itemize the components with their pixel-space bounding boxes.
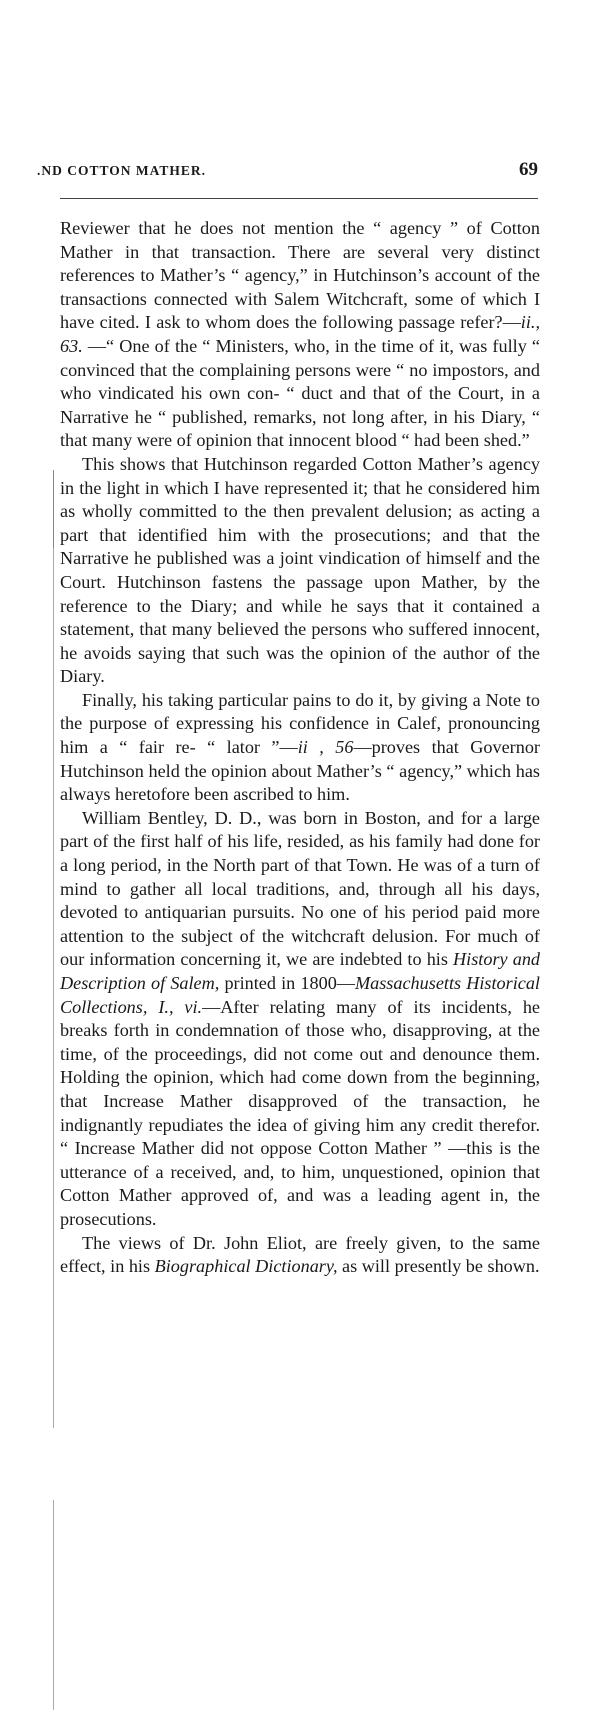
body-text [60, 217, 540, 1279]
text-segment: William Bentley, D. D., was born in Boston, and for a large part of the first half of his life, resided, as his family had done for a long period, in the North part of that Town. He was of a turn of mind to gather all local traditions, and, through all his days, devoted to antiquarian pursuits. No one of his period paid more attention to the subject of the witchcraft delusion. For much of our information concerning it, we are indebted to his [60, 807, 540, 970]
text-segment: The views of Dr. John Eliot, are freely given, to the same effect, in his [60, 1232, 540, 1277]
text-segment: Finally, his taking particular pains to do it, by giving a Note to the purpose of expressing his confidence in Calef, pronouncing him a “ fair re- “ lator ”— [60, 689, 540, 758]
running-head [37, 159, 538, 185]
italic-text: History and Description of Salem, [60, 949, 541, 993]
margin-mark [53, 1500, 54, 1710]
italic-text: ii., 63. [60, 312, 540, 356]
paragraph [60, 807, 540, 1232]
margin-mark [53, 548, 54, 1428]
running-title: .ND COTTON MATHER. [37, 163, 207, 178]
text-segment: —After relating many of its incidents, he breaks forth in condemnation of those who, disapproving, at the time, of the proceedings, did not come out and denounce them. Holding the opinion, which had come down from the beginning, that Increase Mather disapproved of the transaction, he indignantly repudiates the idea of giving him any credit therefor. “ Increase Mather did not oppose Cotton Mather ” —this is the utterance of a received, and, to him, unquestioned, opinion that Cotton Mather approved of, and was a leading agent in, the prosecutions. [60, 996, 540, 1229]
header-rule [60, 198, 538, 199]
text-segment: Reviewer that he does not mention the “ agency ” of Cotton Mather in that transaction. There are several very distinct references to Mather’s “ agency,” in Hutchinson’s account of the transactions connected with Salem Witchcraft, some of which I have cited. I ask to whom does the following passage refer?— [60, 218, 540, 333]
italic-text: Biographical Dictionary, [154, 1256, 338, 1277]
text-segment: printed in 1800— [219, 973, 355, 993]
text-segment: This shows that Hutchinson regarded Cotton Mather’s agency in the light in which I have represented it; that he considered him as wholly committed to the then prevalent delusion; as acting a part that identified him with the prosecutions; and that the Narrative he published was a joint vindication of himself and the Court. Hutchinson fastens the passage upon Mather, by the reference to the Diary; and while he says that it contained a statement, that many believed the persons who suffered innocent, he avoids saying that such was the opinion of the author of the Diary. [60, 453, 540, 687]
paragraph [60, 689, 540, 807]
italic-text: ii , 56 [297, 737, 354, 758]
italic-text: Massachusetts Historical Collections, I., vi. [60, 973, 540, 1017]
text-segment: —“ One of the “ Ministers, who, in the time of it, was fully “ convinced that the complaining persons were “ no impostors, and who vindicated his own con- “ duct and that of the Court, in a Narrative he “ published, remarks, not long after, in his Diary, “ that many were of opinion that innocent blood “ had been shed.” [60, 335, 540, 451]
text-segment: as will presently be shown. [337, 1256, 540, 1277]
text-segment: —proves that Governor Hutchinson held the opinion about Mather’s “ agency,” which has always heretofore been ascribed to him. [60, 737, 540, 805]
paragraph [60, 217, 540, 453]
paragraph [60, 453, 540, 689]
page-number: 69 [519, 159, 538, 180]
paragraph [60, 1232, 540, 1279]
margin-mark [53, 470, 54, 548]
